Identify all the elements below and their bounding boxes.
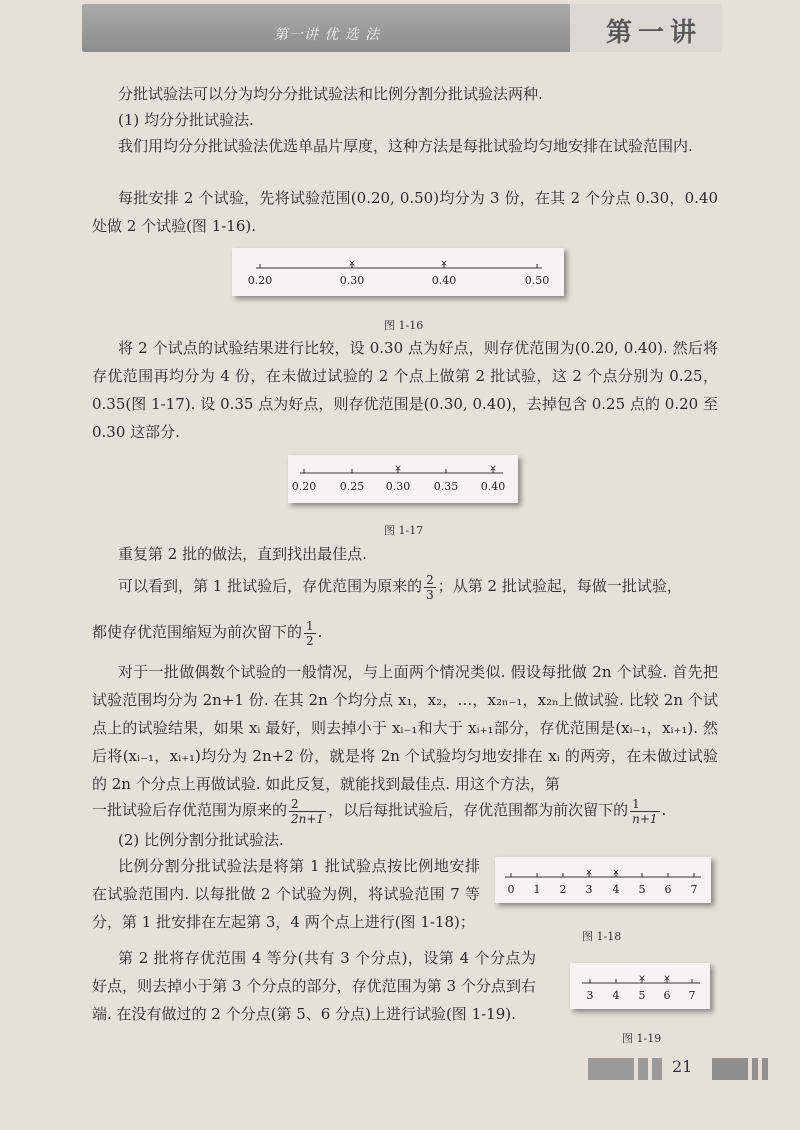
fraction-2-over-2n-plus-1	[289, 797, 326, 826]
trial-mark: ×	[585, 868, 593, 878]
footer-bar	[588, 1058, 634, 1080]
tick-label: 6	[664, 883, 672, 896]
figure-1-17	[288, 455, 518, 503]
fraction-denominator: 2	[306, 633, 314, 648]
section-heading-2: (2) 比例分割分批试验法.	[118, 831, 284, 849]
text-segment: .	[317, 623, 323, 641]
tick-label: 0.25	[339, 480, 365, 493]
tick-label: 5	[638, 883, 646, 896]
tick-label: 0.35	[433, 480, 459, 493]
fraction-1-over-n-plus-1	[630, 797, 659, 826]
figure-1-16	[232, 248, 564, 296]
header-lecture-tab	[570, 4, 722, 52]
footer-bar	[652, 1058, 662, 1080]
fraction-denominator: 3	[426, 587, 434, 602]
page-number: 21	[672, 1057, 693, 1076]
header-title: 第一讲 优 选 法	[273, 27, 381, 43]
paragraph-shrink	[118, 570, 718, 602]
number-line-1-17	[288, 455, 518, 503]
paragraph-general-result	[92, 794, 718, 826]
caption-1-16: 图 1-16	[384, 319, 424, 332]
footer-bar	[638, 1058, 648, 1080]
tick-label: 0.30	[385, 480, 411, 493]
header-lecture-label: 第一讲	[605, 18, 702, 48]
trial-mark: ×	[394, 464, 402, 474]
trial-mark: ×	[489, 464, 497, 474]
paragraph-method-1: 我们用均分分批试验法优选单晶片厚度，这种方法是每批试验均匀地安排在试验范围内.	[118, 137, 693, 155]
paragraph-general-case: 对于一批做偶数个试验的一般情况，与上面两个情况类似. 假设每批做 2n 个试验. 首先把试验范围均分为 2n+1 份. 在其 2n 个均分点 x₁，x₂，…，x₂ₙ₋₁，x₂ₙ上做试验. 比较 2n 个试点上的试验结果，如果 xᵢ 最好，则去掉小于 xᵢ₋₁和大于 xᵢ₊₁部分，存优范围是(xᵢ₋₁，xᵢ₊₁). 然后将(xᵢ₋₁，xᵢ₊₁)均分为 2n+2 份，就是将 2n 个试验均匀地安排在 xᵢ 的两旁，在未做过试验的 2n 个分点上再做试验. 如此反复，就能找到最佳点. 用这个方法，第	[92, 663, 718, 793]
caption-1-19: 图 1-19	[622, 1032, 662, 1045]
tick-label: 5	[638, 989, 646, 1002]
footer-bar	[752, 1058, 758, 1080]
tick-label: 3	[586, 989, 594, 1002]
fraction-numerator: 2	[426, 572, 434, 587]
text-segment: 都使存优范围缩短为前次留下的	[92, 623, 303, 641]
paragraph-batch-2: 将 2 个试点的试验结果进行比较，设 0.30 点为好点，则存优范围为(0.20, 0.40). 然后将存优范围再均分为 4 份，在未做过试验的 2 个点上做第 2 批试验，这 2 个点分别为 0.25，0.35(图 1-17). 设 0.35 点为好点，则存优范围是(0.30, 0.40)，去掉包含 0.25 点的 0.20 至 0.30 这部分.	[92, 339, 718, 441]
text-segment: ，以后每批试验后，存优范围都为前次留下的	[328, 801, 629, 819]
tick-label: 7	[690, 883, 698, 896]
tick-label: 0.30	[339, 274, 365, 287]
paragraph-repeat: 重复第 2 批的做法，直到找出最佳点.	[118, 545, 367, 563]
tick-label: 1	[533, 883, 541, 896]
paragraph-batch-1: 每批安排 2 个试验，先将试验范围(0.20, 0.50)均分为 3 份，在其 2 个分点 0.30，0.40 处做 2 个试验(图 1-16).	[92, 189, 718, 235]
trial-mark: ×	[440, 259, 448, 269]
fraction-numerator: 1	[630, 797, 659, 812]
section-heading-1: (1) 均分分批试验法.	[118, 111, 254, 129]
fraction-half	[304, 619, 316, 648]
tick-label: 0	[507, 883, 515, 896]
tick-label: 2	[559, 883, 567, 896]
footer-bar	[712, 1058, 748, 1080]
text-segment: 可以看到，第 1 批试验后，存优范围为原来的	[118, 577, 423, 595]
trial-mark: ×	[612, 868, 620, 878]
figure-1-18	[495, 857, 711, 903]
tick-label: 0.40	[431, 274, 457, 287]
tick-label: 7	[688, 989, 696, 1002]
trial-mark: ×	[663, 974, 671, 984]
tick-label: 4	[612, 989, 620, 1002]
paragraph-intro: 分批试验法可以分为均分分批试验法和比例分割分批试验法两种.	[118, 85, 543, 103]
text-segment: 一批试验后存优范围为原来的	[92, 801, 288, 819]
fraction-denominator: n+1	[632, 811, 658, 826]
number-line-1-19	[570, 963, 710, 1009]
trial-mark: ×	[638, 974, 646, 984]
figure-1-19	[570, 963, 710, 1009]
text-segment: ；从第 2 批试验起，每做一批试验，	[437, 577, 682, 595]
tick-label: 0.20	[247, 274, 273, 287]
number-line-1-16	[232, 248, 564, 296]
caption-1-18: 图 1-18	[582, 930, 622, 943]
fraction-numerator: 1	[306, 618, 314, 633]
tick-label: 4	[612, 883, 620, 896]
page-header	[82, 4, 722, 52]
number-line-1-18	[495, 857, 711, 903]
fraction-two-thirds	[424, 573, 436, 602]
trial-mark: ×	[348, 259, 356, 269]
paragraph-shrink-cont	[92, 616, 718, 648]
paragraph-proportional-1: 比例分割分批试验法是将第 1 批试验点按比例地安排在试验范围内. 以每批做 2 个试验为例，将试验范围 7 等分，第 1 批安排在左起第 3，4 两个点上进行(图 1-18)；	[92, 857, 480, 931]
tick-label: 0.20	[291, 480, 317, 493]
tick-label: 0.40	[480, 480, 506, 493]
tick-label: 0.50	[524, 274, 550, 287]
paragraph-proportional-2: 第 2 批将存优范围 4 等分(共有 3 个分点)，设第 4 个分点为好点，则去掉小于第 3 个分点的部分，存优范围为第 3 个分点到右端. 在没有做过的 2 个分点(第 5、6 分点)上进行试验(图 1-19).	[92, 949, 536, 1023]
text-segment: .	[661, 801, 667, 819]
caption-1-17: 图 1-17	[384, 524, 424, 537]
fraction-denominator: 2n+1	[291, 811, 325, 826]
tick-label: 3	[585, 883, 593, 896]
fraction-numerator: 2	[289, 797, 326, 812]
footer-bar	[762, 1058, 768, 1080]
tick-label: 6	[663, 989, 671, 1002]
